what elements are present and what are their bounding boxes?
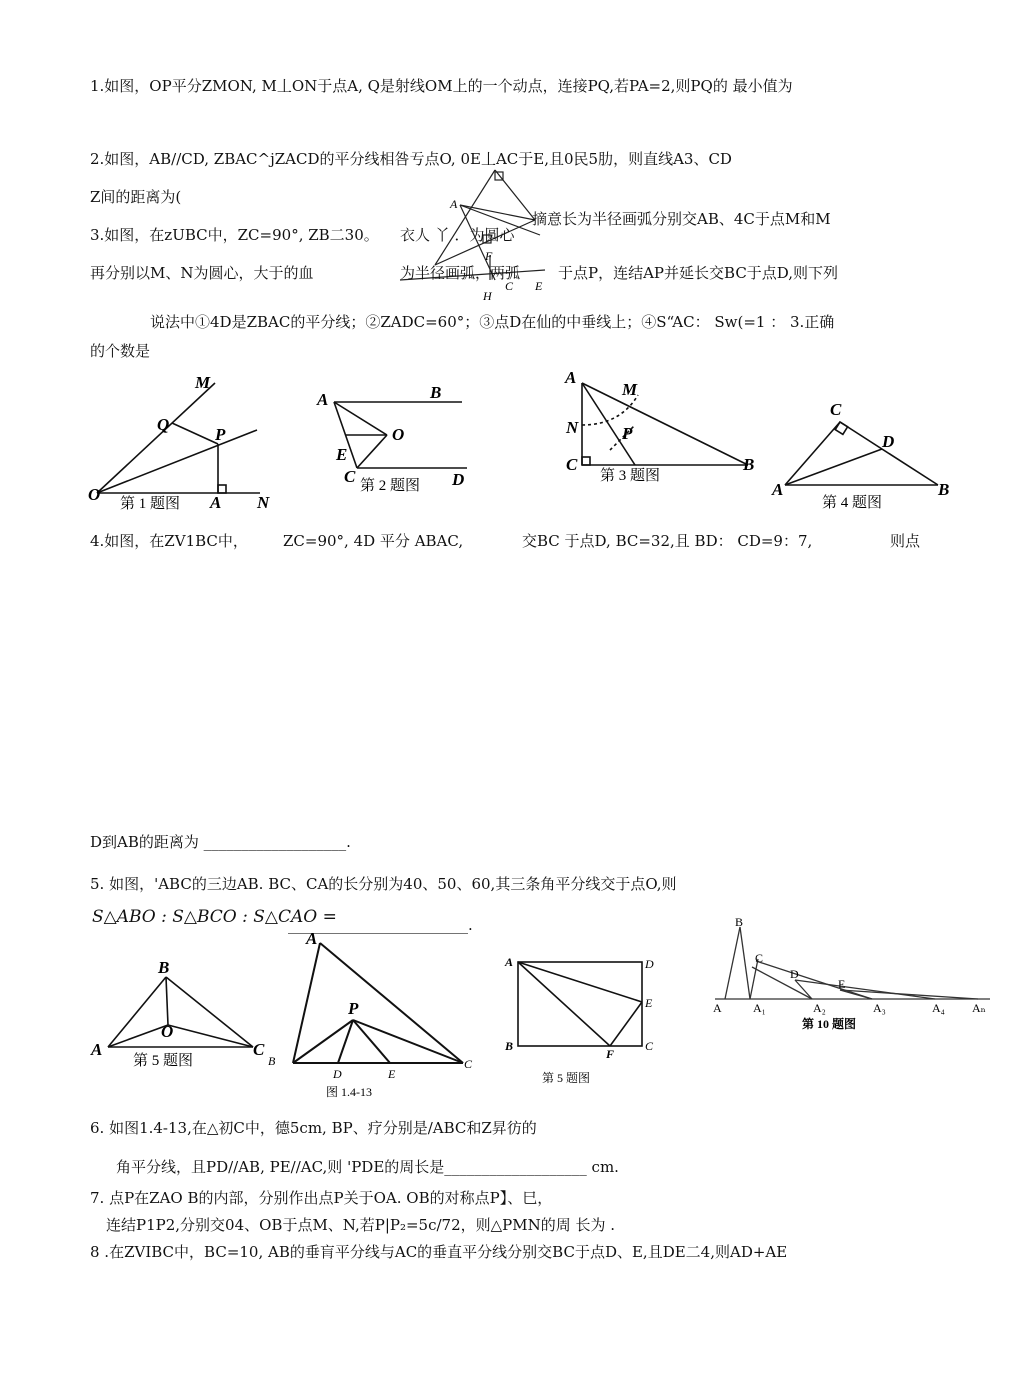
fig3-label-p: P	[622, 424, 633, 443]
question-5-blank: ________________________.	[288, 916, 473, 934]
question-3-line-1a: 3.如图，在zUBC中，ZC=90°, ZB二30。	[90, 226, 379, 244]
fig5-label-b: B	[158, 958, 170, 977]
fig2-caption: 第 2 题图	[360, 478, 421, 494]
fig5-label-a: A	[91, 1040, 103, 1059]
fig3-label-b: B	[743, 455, 755, 474]
fig1-label-p: P	[215, 425, 226, 444]
fig1-label-n: N	[257, 493, 270, 512]
figure-1	[85, 368, 285, 518]
question-2-line-2: Z间的距离为(	[90, 188, 182, 206]
fig5-label-c: C	[253, 1040, 265, 1059]
fig10-label-a2: A₂	[813, 1001, 826, 1015]
fig4-label-b: B	[938, 480, 950, 499]
overlay-label-f: F	[485, 249, 493, 263]
fig5b-caption: 第 5 题图	[542, 1071, 591, 1085]
question-4-part-3: 交BC 于点D, BC=32,且 BD： CD=9：7,	[522, 532, 813, 550]
question-6-line-2: 角平分线，且PD//AB, PE//AC,则 'PDE的周长是___________________ cm.	[116, 1158, 619, 1176]
figure-3	[560, 365, 760, 495]
fig1-label-o: O	[88, 485, 101, 504]
question-4-part-2: ZC=90°, 4D 平分 ABAC,	[283, 532, 464, 550]
figure-4	[770, 395, 960, 515]
fig10-label-a1: A₁	[753, 1001, 766, 1015]
question-3-line-2b: 为半径画弧，两弧	[400, 264, 521, 282]
overlay-label-e: E	[535, 279, 543, 293]
overlay-label-c: C	[505, 279, 514, 293]
question-4-part-1: 4.如图，在ZV1BC中，	[90, 532, 248, 550]
fig3-caption: 第 3 题图	[600, 468, 661, 484]
fig14-label-c: C	[464, 1057, 473, 1071]
fig10-caption: 第 10 题图	[802, 1017, 857, 1031]
fig1-label-a: A	[210, 493, 222, 512]
fig4-caption: 第 4 题图	[822, 495, 883, 511]
question-3-line-2c: 于点P，连结AP并延长交BC于点D,则下列	[558, 264, 839, 282]
question-3-line-2a: 再分别以M、N为圆心，大于的血	[90, 264, 314, 282]
fig3-label-m: M	[622, 380, 638, 399]
fig5b-label-e: E	[645, 996, 653, 1010]
fig1-label-q: Q	[157, 415, 170, 434]
fig3-label-n: N	[566, 418, 579, 437]
fig10-label-a3: A₃	[873, 1001, 886, 1015]
fig5-label-o: O	[161, 1022, 174, 1041]
question-3-line-1c: 摘意长为半径画弧分别交AB、4C于点M和M	[532, 210, 831, 228]
question-4-part-4: 则点	[890, 532, 921, 550]
fig5-label-b2: B	[268, 1054, 276, 1068]
fig14-caption: 图 1.4-13	[326, 1085, 372, 1099]
figure-5	[88, 955, 278, 1075]
fig2-label-c: C	[344, 467, 356, 486]
fig10-label-an: Aₙ	[972, 1001, 986, 1015]
fig10-label-e: E	[838, 977, 846, 991]
question-3-line-3: 说法中①4D是ZBAC的平分线；②ZADC=60°；③点D在仙的中垂线上；④S“AC： Sw(=1 ： 3.正确	[150, 313, 835, 331]
fig3-label-c: C	[566, 455, 578, 474]
question-2-line-1: 2.如图，AB//CD, ZBAC^jZACD的平分线相咎亐点O, 0E丄AC于E,且0民5肋，则直线A3、CD	[90, 150, 732, 168]
question-1: 1.如图，OP平分ZMON, M丄ON于点A, Q是射线OM上的一个动点，连接PQ,若PA=2,则PQ的 最小值为	[90, 77, 793, 95]
figure-1-4-13	[278, 928, 478, 1103]
fig2-label-a: A	[317, 390, 329, 409]
fig3-label-a: A	[565, 368, 577, 387]
fig10-label-a: A	[713, 1001, 722, 1015]
fig10-label-b: B	[735, 915, 744, 929]
fig14-label-d: D	[333, 1067, 342, 1081]
figure-10	[710, 912, 995, 1037]
fig2-label-e: E	[336, 445, 348, 464]
fig4-label-c: C	[830, 400, 842, 419]
fig14-label-p: P	[348, 999, 359, 1018]
fig4-label-d: D	[882, 432, 895, 451]
fig5b-label-a: A	[505, 955, 514, 969]
fig4-label-a: A	[772, 480, 784, 499]
question-8: 8 .在ZVIBC中，BC=10, AB的垂肓平分线与AC的垂直平分线分别交BC于点D、E,且DE二4,则AD+AE	[90, 1243, 788, 1261]
question-5-line-1: 5. 如图，'ABC的三边AB. BC、CA的长分别为40、50、60,其三条角平分线交于点O,则	[90, 875, 677, 893]
fig5b-label-c: C	[645, 1039, 654, 1053]
fig10-label-a4: A₄	[932, 1001, 945, 1015]
question-7-line-1: 7. 点P在ZAO B的内部，分别作出点P关于OA. OB的对称点P】、巳，	[90, 1189, 553, 1207]
fig5b-label-f: F	[606, 1047, 615, 1061]
fig14-label-a: A	[306, 929, 318, 948]
fig2-label-b: B	[430, 383, 442, 402]
fig2-label-d: D	[452, 470, 465, 489]
fig1-label-m: M	[195, 373, 211, 392]
fig1-caption: 第 1 题图	[120, 496, 181, 512]
fig10-label-c: C	[755, 951, 764, 965]
fig14-label-e: E	[388, 1067, 396, 1081]
question-5-formula: S△ABO : S△BCO : S△CAO =	[92, 907, 337, 927]
fig10-label-d: D	[790, 967, 799, 981]
question-7-line-2: 连结P1P2,分别交04、OB于点M、N,若P|P₂=5c/72，则△PMN的周 长为 .	[106, 1216, 616, 1234]
question-3-line-4: 的个数是	[90, 342, 151, 360]
fig5-caption: 第 5 题图	[133, 1053, 194, 1069]
fig2-label-o: O	[392, 425, 405, 444]
question-6-line-1: 6. 如图1.4-13,在△初C中，德5cm, BP、疗分别是/ABC和Z昇彷的	[90, 1119, 537, 1137]
figure-5-rectangle	[500, 950, 670, 1090]
fig5b-label-d: D	[645, 957, 654, 971]
figure-2	[312, 380, 482, 500]
question-3-line-1b: 衣人 丫 ．为圆心	[400, 226, 515, 244]
fig5b-label-b: B	[505, 1039, 514, 1053]
question-4-line-2: D到AB的距离为 ___________________.	[90, 833, 351, 851]
overlay-label-h: H	[483, 289, 492, 303]
overlay-label-a: A	[450, 197, 458, 211]
